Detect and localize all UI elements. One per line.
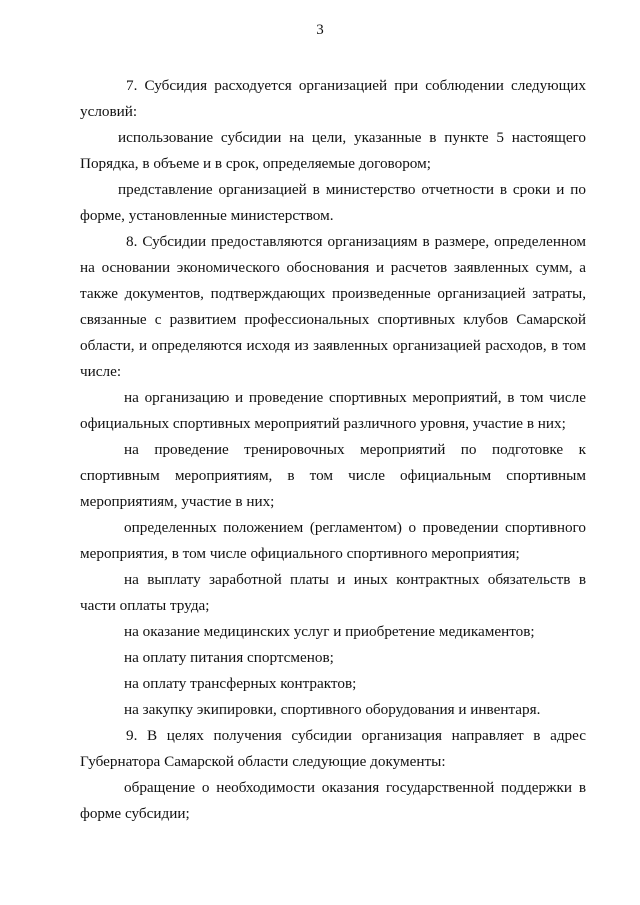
paragraph-7-condition-2: представление организацией в министерство отчетности в сроки и по форме, установленные министерством. <box>80 181 586 224</box>
paragraph-7: 7. Субсидия расходуется организацией при соблюдении следующих условий: <box>80 77 586 120</box>
page-number: 3 <box>316 22 324 38</box>
expense-item-transfers: на оплату трансферных контрактов; <box>124 675 357 692</box>
document-body <box>80 73 586 827</box>
expense-item-events: на организацию и проведение спортивных мероприятий, в том числе официальных спортивных мероприятий различного уровня, участие в них; <box>80 389 586 432</box>
expense-item-medical: на оказание медицинских услуг и приобретение медикаментов; <box>124 623 535 640</box>
paragraph-8: 8. Субсидии предоставляются организациям в размере, определенном на основании экономического обоснования и расчетов заявленных сумм, а также документов, подтверждающих произведенные организацией затраты, связанные с развитием профессиональных спортивных клубов Самарской области, и определяются исходя из заявленных организацией расходов, в том числе: <box>80 233 586 380</box>
expense-item-salary: на выплату заработной платы и иных контрактных обязательств в части оплаты труда; <box>80 571 586 614</box>
expense-item-training: на проведение тренировочных мероприятий по подготовке к спортивным мероприятиям, в том числе официальным спортивным мероприятиям, участие в них; <box>80 441 586 510</box>
expense-item-food: на оплату питания спортсменов; <box>124 649 334 666</box>
paragraph-7-condition-1: использование субсидии на цели, указанные в пункте 5 настоящего Порядка, в объеме и в срок, определяемые договором; <box>80 129 586 172</box>
paragraph-9: 9. В целях получения субсидии организация направляет в адрес Губернатора Самарской области следующие документы: <box>80 727 586 770</box>
expense-item-regulation: определенных положением (регламентом) о проведении спортивного мероприятия, в том числе официального спортивного мероприятия; <box>80 519 586 562</box>
expense-item-equipment: на закупку экипировки, спортивного оборудования и инвентаря. <box>124 701 541 718</box>
document-item-appeal: обращение о необходимости оказания государственной поддержки в форме субсидии; <box>80 779 586 822</box>
